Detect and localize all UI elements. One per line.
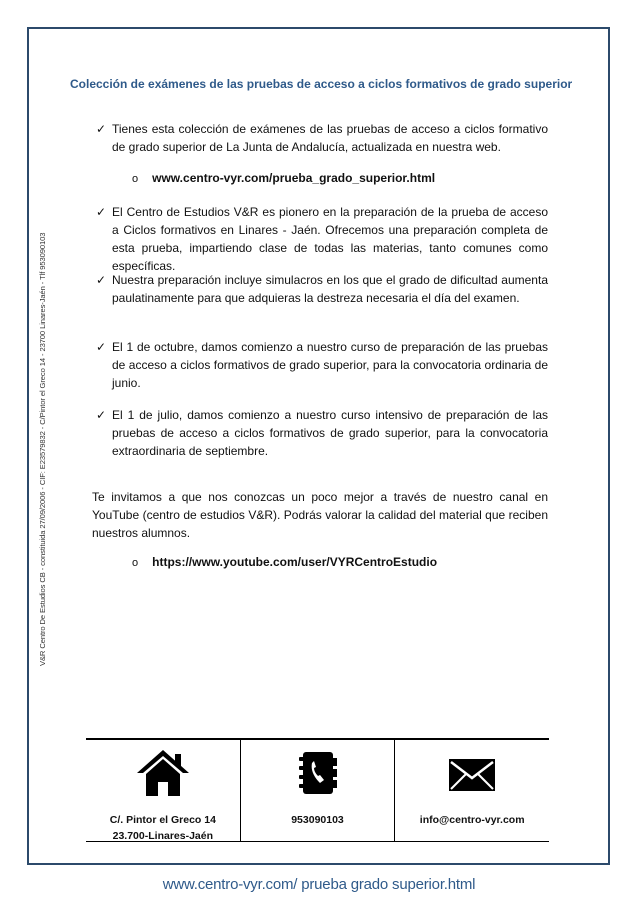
contact-phone-cell — [240, 740, 395, 841]
phone-book-icon — [293, 748, 343, 803]
check-icon: ✓ — [96, 122, 107, 136]
check-icon: ✓ — [96, 340, 107, 354]
bullet-text: El Centro de Estudios V&R es pionero en la preparación de la prueba de acceso a Ciclos formativos en Linares - Jaén. Ofrecemos una preparación completa de esta prueba, impartiendo clase de todas las materias, tanto comunes como específicas. — [112, 205, 548, 273]
web-link-text[interactable]: www.centro-vyr.com/prueba_grado_superior.html — [152, 171, 436, 185]
youtube-link-text[interactable]: https://www.youtube.com/user/VYRCentroEstudio — [152, 555, 438, 569]
circle-bullet-icon: o — [132, 173, 139, 185]
bullet-item — [96, 203, 548, 275]
envelope-icon — [448, 758, 496, 797]
check-icon: ✓ — [96, 408, 107, 422]
house-icon — [135, 748, 191, 803]
bullet-text: El 1 de julio, damos comienzo a nuestro curso intensivo de preparación de las pruebas de acceso a ciclos formativos de grado superior, para la convocatoria extraordinaria de septiembre. — [112, 408, 548, 458]
side-legal-text: V&R Centro De Estudios CB - constituida 27/09/2006 - CIF: E23579832 - C/Pintor el Greco 14 - 23700 Linares-Jaén - Tlf 953090103 — [38, 232, 47, 666]
youtube-paragraph: Te invitamos a que nos conozcas un poco mejor a través de nuestro canal en YouTube (centro de estudios V&R). Podrás valorar la calidad del material que reciben nuestros alumnos. — [92, 490, 548, 540]
bullet-text: Tienes esta colección de exámenes de las pruebas de acceso a ciclos formativo de grado superior de La Junta de Andalucía, actualizada en nuestra web. — [112, 122, 548, 154]
contact-address-cell — [86, 740, 240, 841]
sub-bullet-youtube-link[interactable] — [132, 555, 437, 569]
bullet-item — [96, 338, 548, 392]
bullet-text: El 1 de octubre, damos comienzo a nuestro curso de preparación de las pruebas de acceso a ciclos formativos de grado superior, para la convocatoria ordinaria de junio. — [112, 340, 548, 390]
page-title: Colección de exámenes de las pruebas de acceso a ciclos formativos de grado superior — [70, 77, 573, 91]
circle-bullet-icon: o — [132, 557, 139, 569]
email-address: info@centro-vyr.com — [419, 814, 525, 826]
check-icon: ✓ — [96, 273, 107, 287]
check-icon: ✓ — [96, 205, 107, 219]
bullet-item — [96, 271, 548, 307]
bullet-item — [96, 406, 548, 460]
address-line2: 23.700-Linares-Jaén — [112, 830, 214, 842]
address-line1: C/. Pintor el Greco 14 — [109, 814, 216, 826]
sub-bullet-web-link[interactable] — [132, 171, 435, 185]
phone-number: 953090103 — [291, 814, 344, 826]
contact-email-cell — [394, 740, 549, 841]
footer-url[interactable]: www.centro-vyr.com/ prueba grado superior.html — [162, 876, 476, 893]
bullet-text: Nuestra preparación incluye simulacros en los que el grado de dificultad aumenta paulatinamente para que adquieras la destreza necesaria el día del examen. — [112, 273, 548, 305]
bullet-item — [96, 120, 548, 156]
contact-table — [86, 738, 549, 842]
